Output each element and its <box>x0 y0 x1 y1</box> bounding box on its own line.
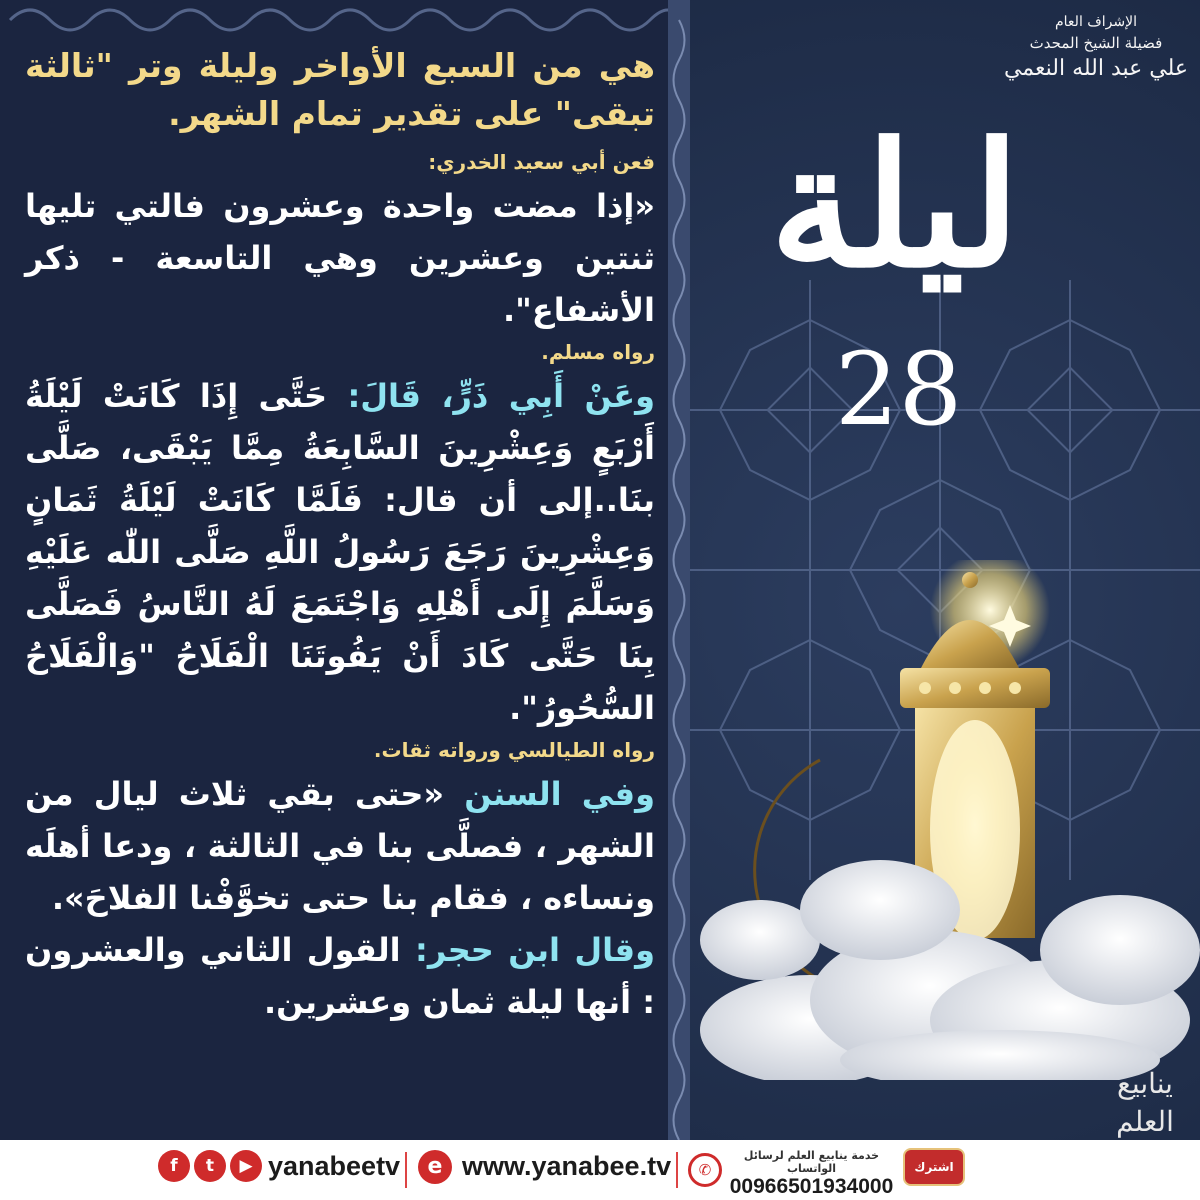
hadith-paragraph <box>25 370 655 734</box>
source-label: رواه مسلم. <box>541 340 655 364</box>
facebook-icon[interactable]: f <box>158 1150 190 1182</box>
footer-divider <box>405 1152 407 1188</box>
twitter-icon[interactable]: t <box>194 1150 226 1182</box>
youtube-icon[interactable]: ▶ <box>230 1150 262 1182</box>
article-text <box>25 42 655 1028</box>
brand-logo: ينابيع العلم <box>1116 1067 1174 1138</box>
website-link[interactable]: www.yanabee.tv <box>462 1151 672 1181</box>
scholar-credit <box>1000 14 1192 81</box>
whatsapp-number[interactable]: 00966501934000 <box>729 1175 894 1198</box>
hadith-paragraph <box>25 924 655 1028</box>
narrator-lead: وفي السنن <box>464 775 655 813</box>
narrator-lead: وقال ابن حجر: <box>415 931 656 969</box>
lantern-crescent-illustration <box>700 560 1200 1080</box>
intro-paragraph: هي من السبع الأواخر وليلة وتر "ثالثة تبقى" على تقدير تمام الشهر. <box>25 46 655 133</box>
scholar-name: علي عبد الله النعمي <box>1003 56 1189 81</box>
night-number: 28 <box>835 331 963 448</box>
source-label: فعن أبي سعيد الخدري: <box>428 150 655 174</box>
hadith-body: «حتى بقي ثلاث ليال من الشهر ، فصلَّى بنا في الثالثة ، ودعا أهلَه ونساءه ، فقام بنا حتى تخوَّفْنا الفلاحَ». <box>25 775 655 917</box>
whatsapp-info <box>724 1149 899 1199</box>
scholar-line: فضيلة الشيخ المحدث <box>1029 34 1163 52</box>
source-label: رواه الطيالسي ورواته ثقات. <box>373 738 655 762</box>
subscribe-button[interactable]: اشترك <box>903 1148 965 1186</box>
hadith-paragraph: «إذا مضت واحدة وعشرون فالتي تليها ثنتين وعشرين وهي التاسعة - ذكر الأشفاع". <box>25 187 655 329</box>
hadith-body: حَتَّى إِذَا كَانَتْ لَيْلَةُ أَرْبَعٍ وَعِشْرِينَ السَّابِعَةُ مِمَّا يَبْقَى، صَلَّى بنَا..إلى أن قال: فَلَمَّا كَانَتْ لَيْلَةُ ثَمَانٍ وَعِشْرِينَ رَجَعَ رَسُولُ اللَّهِ صَلَّى اللّٰه عَلَيْهِ وَسَلَّمَ إِلَى أَهْلِهِ وَاجْتَمَعَ لَهُ النَّاسُ فَصَلَّى بِنَا حَتَّى كَادَ أَنْ يَفُوتَنَا الْفَلَاحُ "وَالْفَلَاحُ السُّحُورُ". <box>25 377 655 727</box>
whatsapp-label: خدمة ينابيع العلم لرسائل الواتساب <box>743 1149 880 1175</box>
hadith-paragraph <box>25 768 655 924</box>
whatsapp-icon: ✆ <box>688 1153 722 1187</box>
web-icon: e <box>418 1150 452 1184</box>
scholar-line: الإشراف العام <box>1054 14 1138 30</box>
footer-divider <box>676 1152 678 1188</box>
hadith-body: القول الثاني والعشرون : أنها ليلة ثمان وعشرين. <box>25 931 655 1021</box>
night-title-word: ليلة <box>769 106 1021 306</box>
night-title <box>730 90 1060 340</box>
narrator-lead: وعَنْ أَبِي ذَرٍّ، قَالَ: <box>347 377 656 415</box>
social-handle[interactable]: yanabeetv <box>268 1151 401 1181</box>
